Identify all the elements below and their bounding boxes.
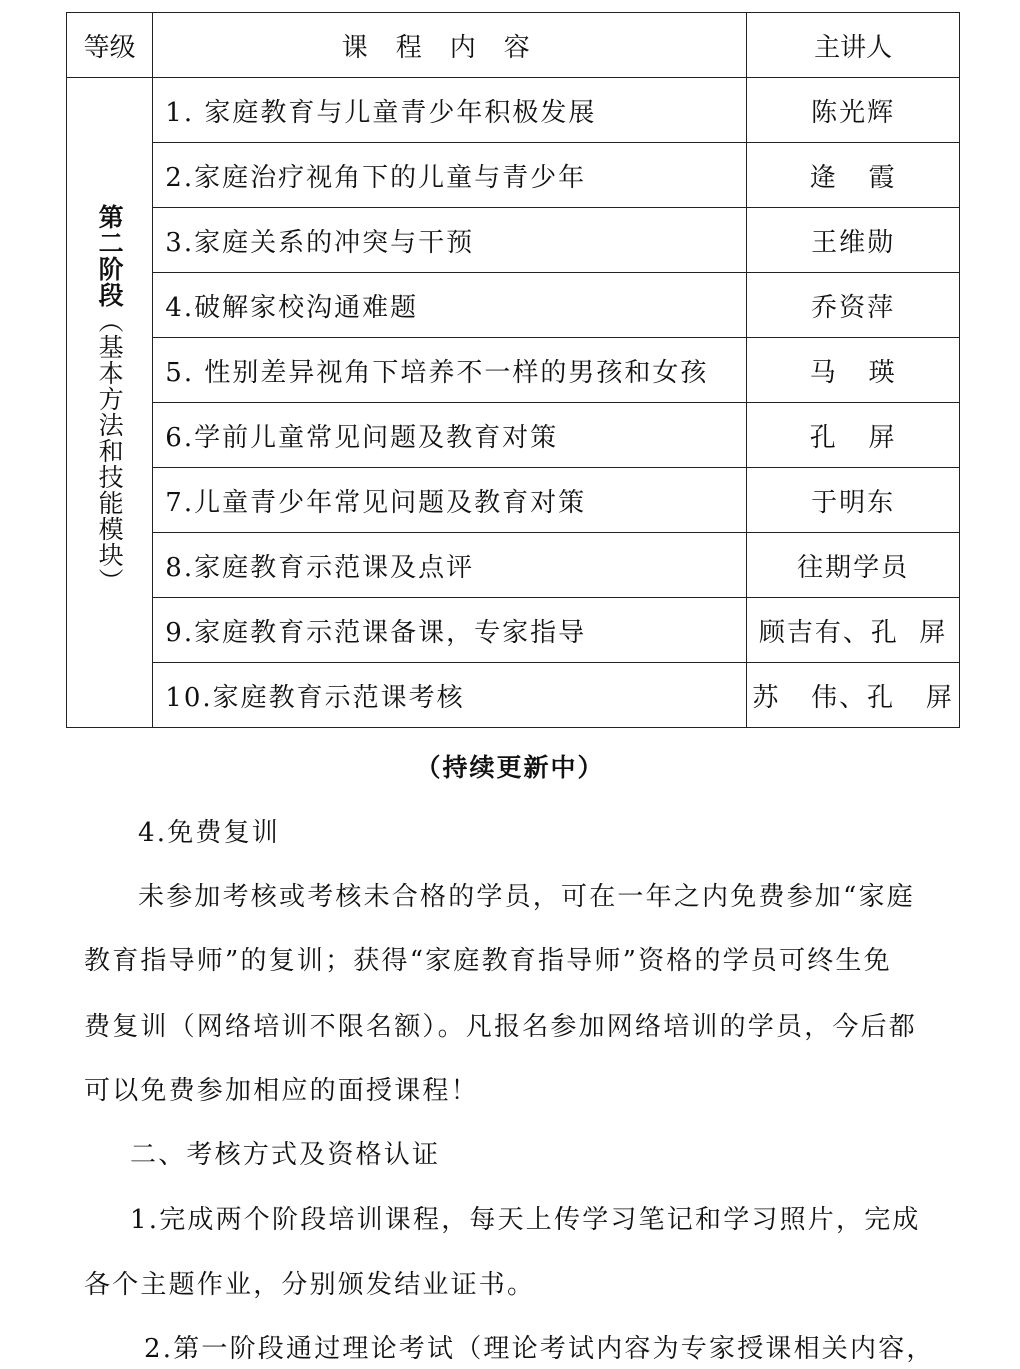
table-row bbox=[67, 533, 960, 598]
course-speaker: 马 瑛 bbox=[747, 338, 960, 403]
stage-label bbox=[95, 204, 125, 594]
header-content bbox=[153, 13, 747, 78]
table-row bbox=[67, 273, 960, 338]
course-speaker: 顾吉有、孔 屏 bbox=[747, 598, 960, 663]
table-row bbox=[67, 143, 960, 208]
course-speaker: 乔资萍 bbox=[747, 273, 960, 338]
update-note: （持续更新中） bbox=[415, 753, 605, 782]
course-table bbox=[66, 12, 960, 728]
section4-line-2: 教育指导师”的复训；获得“家庭教育指导师”资格的学员可终生免 bbox=[84, 946, 892, 976]
course-content: 3.家庭关系的冲突与干预 bbox=[153, 208, 747, 273]
course-content: 4.破解家校沟通难题 bbox=[153, 273, 747, 338]
stage-label-bold: 第二阶段 bbox=[95, 204, 125, 308]
section4-line-3: 费复训（网络培训不限名额）。凡报名参加网络培训的学员，今后都 bbox=[84, 1012, 918, 1042]
table-row bbox=[67, 338, 960, 403]
course-content: 5. 性别差异视角下培养不一样的男孩和女孩 bbox=[153, 338, 747, 403]
header-speaker: 主讲人 bbox=[747, 13, 960, 78]
course-speaker: 于明东 bbox=[747, 468, 960, 533]
header-level: 等级 bbox=[67, 13, 153, 78]
header-content-label: 课程内容 bbox=[341, 32, 558, 63]
course-speaker: 往期学员 bbox=[747, 533, 960, 598]
item1-line-2: 各个主题作业，分别颁发结业证书。 bbox=[84, 1270, 536, 1300]
table-row bbox=[67, 208, 960, 273]
section4-line-1: 未参加考核或考核未合格的学员，可在一年之内免费参加“家庭 bbox=[138, 882, 915, 912]
course-content: 1. 家庭教育与儿童青少年积极发展 bbox=[153, 78, 747, 143]
section4-line-4: 可以免费参加相应的面授课程！ bbox=[84, 1076, 479, 1106]
stage-cell bbox=[67, 78, 153, 728]
course-speaker: 王维勋 bbox=[747, 208, 960, 273]
table-row bbox=[67, 663, 960, 728]
course-speaker: 逄 霞 bbox=[747, 143, 960, 208]
table-row bbox=[67, 468, 960, 533]
table-row bbox=[67, 598, 960, 663]
course-content: 6.学前儿童常见问题及教育对策 bbox=[153, 403, 747, 468]
section4-title: 4.免费复训 bbox=[138, 818, 281, 848]
table-header-row bbox=[67, 13, 960, 78]
table-row bbox=[67, 78, 960, 143]
course-content: 8.家庭教育示范课及点评 bbox=[153, 533, 747, 598]
item2-line-1: 2.第一阶段通过理论考试（理论考试内容为专家授课相关内容， bbox=[144, 1334, 935, 1364]
item1-line-1: 1.完成两个阶段培训课程，每天上传学习笔记和学习照片，完成 bbox=[130, 1205, 921, 1235]
section2-title: 二、考核方式及资格认证 bbox=[130, 1140, 441, 1170]
course-content: 7.儿童青少年常见问题及教育对策 bbox=[153, 468, 747, 533]
course-speaker: 苏 伟、孔 屏 bbox=[747, 663, 960, 728]
course-content: 9.家庭教育示范课备课，专家指导 bbox=[153, 598, 747, 663]
course-speaker: 孔 屏 bbox=[747, 403, 960, 468]
stage-label-rest: （基本方法和技能模块） bbox=[95, 308, 125, 594]
course-content: 2.家庭治疗视角下的儿童与青少年 bbox=[153, 143, 747, 208]
table-row bbox=[67, 403, 960, 468]
course-content: 10.家庭教育示范课考核 bbox=[153, 663, 747, 728]
course-speaker: 陈光辉 bbox=[747, 78, 960, 143]
